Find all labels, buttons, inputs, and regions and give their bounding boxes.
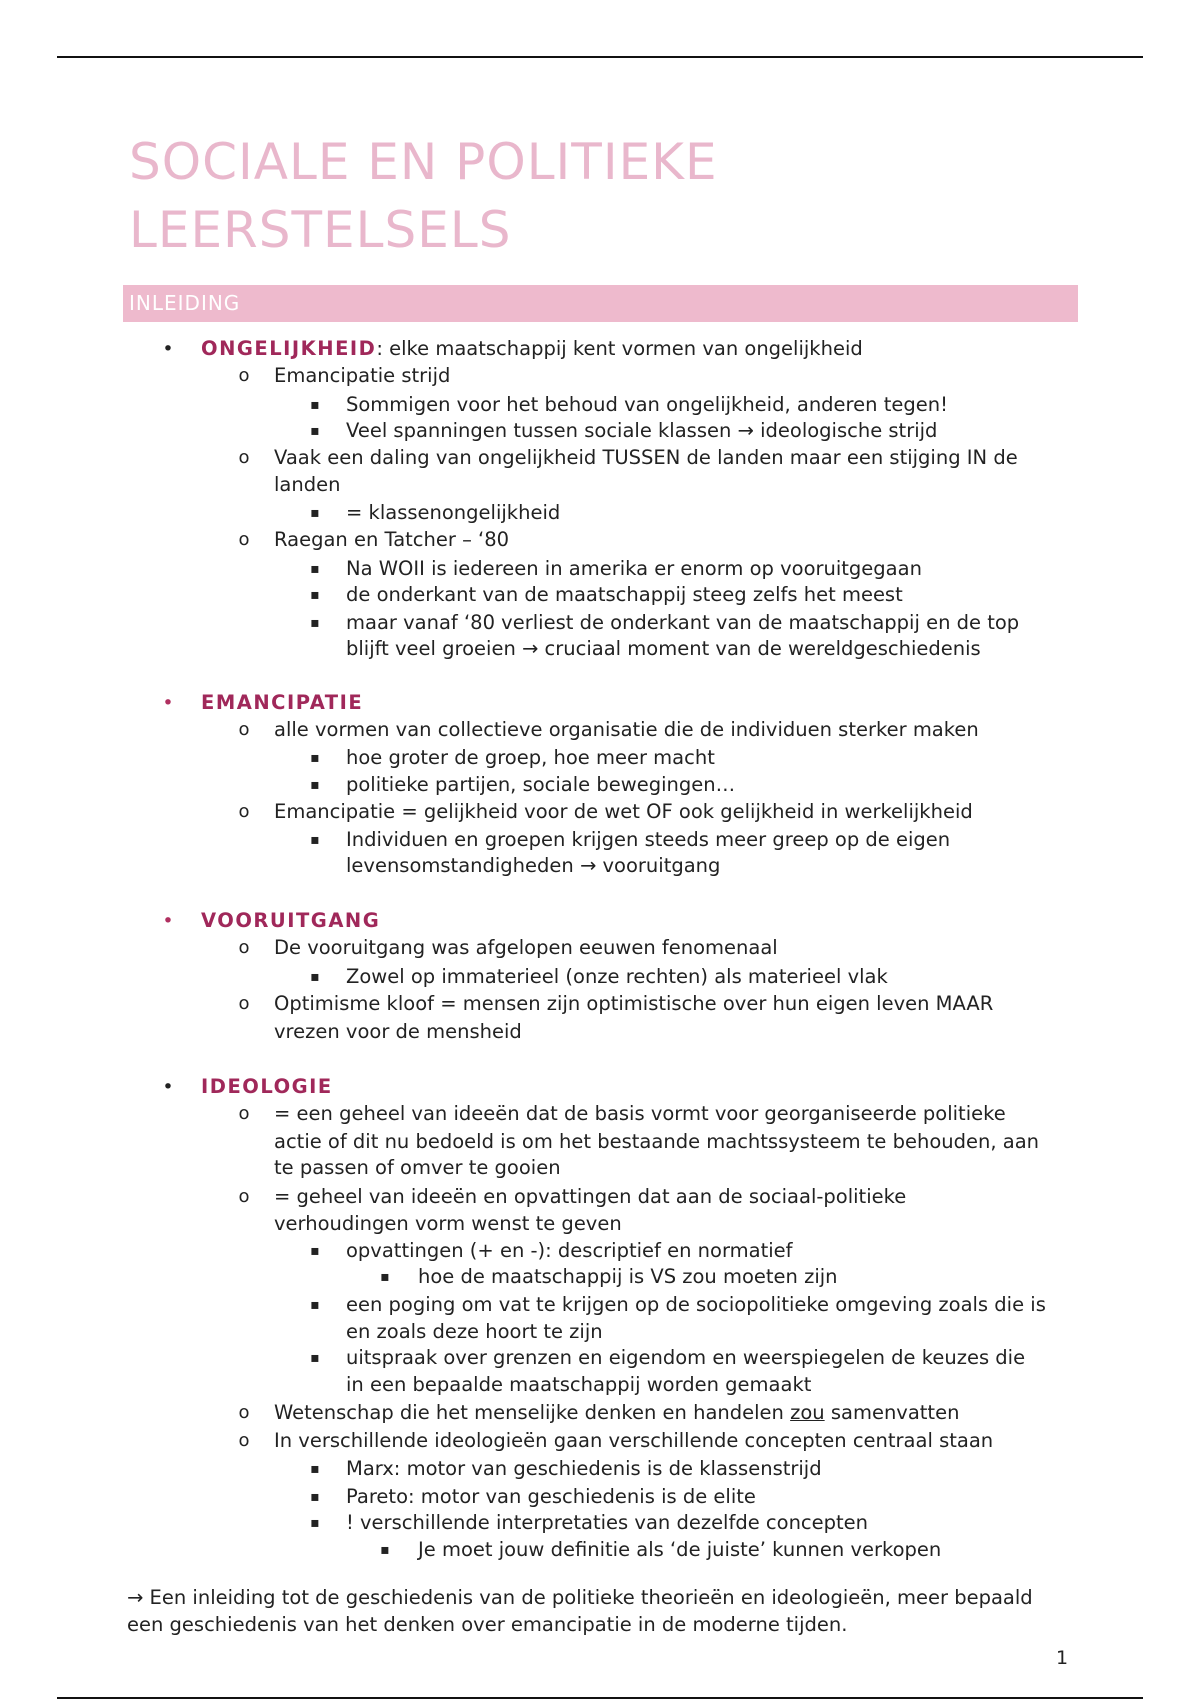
bullet-level3: ▪	[310, 505, 320, 521]
bullet-level3: ▪	[310, 561, 320, 577]
list-item-continuation: in een bepaalde maatschappij worden gemaakt	[346, 1373, 812, 1396]
heading-ideologie: IDEOLOGIE	[201, 1075, 333, 1098]
bullet-level3: ▪	[310, 832, 320, 848]
bullet-level1: •	[162, 1076, 174, 1098]
list-item: In verschillende ideologieën gaan verschillende concepten centraal staan	[274, 1429, 994, 1452]
bullet-level2: o	[238, 365, 250, 386]
bullet-level3: ▪	[310, 777, 320, 793]
bullet-level2: o	[238, 1402, 250, 1423]
list-item: Je moet jouw definitie als ‘de juiste’ kunnen verkopen	[418, 1538, 942, 1561]
list-item: Optimisme kloof = mensen zijn optimistische over hun eigen leven MAAR	[274, 992, 994, 1015]
list-item-continuation: te passen of omver te gooien	[274, 1156, 561, 1179]
list-item: uitspraak over grenzen en eigendom en weerspiegelen de keuzes die	[346, 1346, 1026, 1369]
title-line-1: SOCIALE EN POLITIEKE	[129, 133, 718, 191]
list-item: Wetenschap die het menselijke denken en handelen zou samenvatten	[274, 1401, 960, 1424]
list-item: Marx: motor van geschiedenis is de klassenstrijd	[346, 1457, 822, 1480]
list-item: een poging om vat te krijgen op de sociopolitieke omgeving zoals die is	[346, 1293, 1046, 1316]
bullet-level3: ▪	[310, 1515, 320, 1531]
conclusion-line-2: een geschiedenis van het denken over emancipatie in de moderne tijden.	[127, 1613, 848, 1636]
list-item: Veel spanningen tussen sociale klassen → ideologische strijd	[346, 419, 938, 442]
page-number: 1	[1056, 1647, 1069, 1669]
list-item-continuation: en zoals deze hoort te zijn	[346, 1320, 603, 1343]
list-item-continuation: vrezen voor de mensheid	[274, 1020, 522, 1043]
bullet-level2: o	[238, 1430, 250, 1451]
heading-emancipatie: EMANCIPATIE	[201, 691, 364, 714]
bullet-level3: ▪	[310, 1243, 320, 1259]
bullet-level2: o	[238, 447, 250, 468]
list-item: politieke partijen, sociale bewegingen…	[346, 773, 736, 796]
bullet-level4: ▪	[380, 1269, 390, 1285]
list-item-continuation: landen	[274, 473, 341, 496]
list-item-continuation: actie of dit nu bedoeld is om het bestaande machtssysteem te behouden, aan	[274, 1130, 1040, 1153]
heading-ongelijkheid: ONGELIJKHEID	[201, 337, 377, 360]
bullet-level3: ▪	[310, 587, 320, 603]
list-item: Raegan en Tatcher – ‘80	[274, 528, 510, 551]
bullet-level3: ▪	[310, 1350, 320, 1366]
list-item: = een geheel van ideeën dat de basis vormt voor georganiseerde politieke	[274, 1102, 1006, 1125]
list-item-ongelijkheid: ONGELIJKHEID: elke maatschappij kent vormen van ongelijkheid	[201, 337, 863, 360]
list-item: alle vormen van collectieve organisatie die de individuen sterker maken	[274, 718, 979, 741]
bullet-level3: ▪	[310, 615, 320, 631]
bullet-level3: ▪	[310, 1489, 320, 1505]
bullet-level3: ▪	[310, 1461, 320, 1477]
list-item: Na WOII is iedereen in amerika er enorm op vooruitgegaan	[346, 557, 922, 580]
bullet-level2: o	[238, 937, 250, 958]
list-item: hoe groter de groep, hoe meer macht	[346, 746, 715, 769]
bullet-level2: o	[238, 1186, 250, 1207]
bullet-level1: •	[162, 910, 174, 932]
list-item: Individuen en groepen krijgen steeds meer greep op de eigen	[346, 828, 951, 851]
list-item: Emancipatie strijd	[274, 364, 451, 387]
list-item: Zowel op immaterieel (onze rechten) als materieel vlak	[346, 965, 888, 988]
bullet-level2: o	[238, 993, 250, 1014]
list-item: ! verschillende interpretaties van dezelfde concepten	[346, 1511, 869, 1534]
section-heading-inleiding: INLEIDING	[123, 285, 1078, 322]
list-item-continuation: verhoudingen vorm wenst te geven	[274, 1212, 622, 1235]
document-title	[129, 128, 1089, 264]
title-line-2: LEERSTELSELS	[129, 201, 512, 259]
list-item: hoe de maatschappij is VS zou moeten zijn	[418, 1265, 838, 1288]
bullet-level3: ▪	[310, 750, 320, 766]
bullet-level3: ▪	[310, 1297, 320, 1313]
list-item: maar vanaf ‘80 verliest de onderkant van de maatschappij en de top	[346, 611, 1020, 634]
list-item: Sommigen voor het behoud van ongelijkheid, anderen tegen!	[346, 393, 948, 416]
list-item-continuation: blijft veel groeien → cruciaal moment van de wereldgeschiedenis	[346, 637, 981, 660]
bullet-level2: o	[238, 1103, 250, 1124]
bullet-level2: o	[238, 719, 250, 740]
conclusion-line-1: → Een inleiding tot de geschiedenis van de politieke theorieën en ideologieën, meer bepaald	[127, 1586, 1033, 1609]
list-item: De vooruitgang was afgelopen eeuwen fenomenaal	[274, 936, 778, 959]
bullet-level2: o	[238, 529, 250, 550]
list-item: Vaak een daling van ongelijkheid TUSSEN de landen maar een stijging IN de	[274, 446, 1018, 469]
bullet-level3: ▪	[310, 397, 320, 413]
list-item-continuation: levensomstandigheden → vooruitgang	[346, 854, 721, 877]
bullet-level2: o	[238, 801, 250, 822]
heading-vooruitgang: VOORUITGANG	[201, 909, 381, 932]
bullet-level1: •	[162, 338, 174, 360]
list-item: = geheel van ideeën en opvattingen dat aan de sociaal-politieke	[274, 1185, 907, 1208]
list-item: Emancipatie = gelijkheid voor de wet OF ook gelijkheid in werkelijkheid	[274, 800, 973, 823]
bullet-level4: ▪	[380, 1542, 390, 1558]
list-item: de onderkant van de maatschappij steeg zelfs het meest	[346, 583, 903, 606]
list-item: Pareto: motor van geschiedenis is de elite	[346, 1485, 756, 1508]
list-item: opvattingen (+ en -): descriptief en normatief	[346, 1239, 793, 1262]
list-item: = klassenongelijkheid	[346, 501, 561, 524]
bullet-level1: •	[162, 692, 174, 714]
header-rule	[57, 56, 1143, 58]
bullet-level3: ▪	[310, 423, 320, 439]
bullet-level3: ▪	[310, 969, 320, 985]
footer-rule	[57, 1697, 1143, 1699]
